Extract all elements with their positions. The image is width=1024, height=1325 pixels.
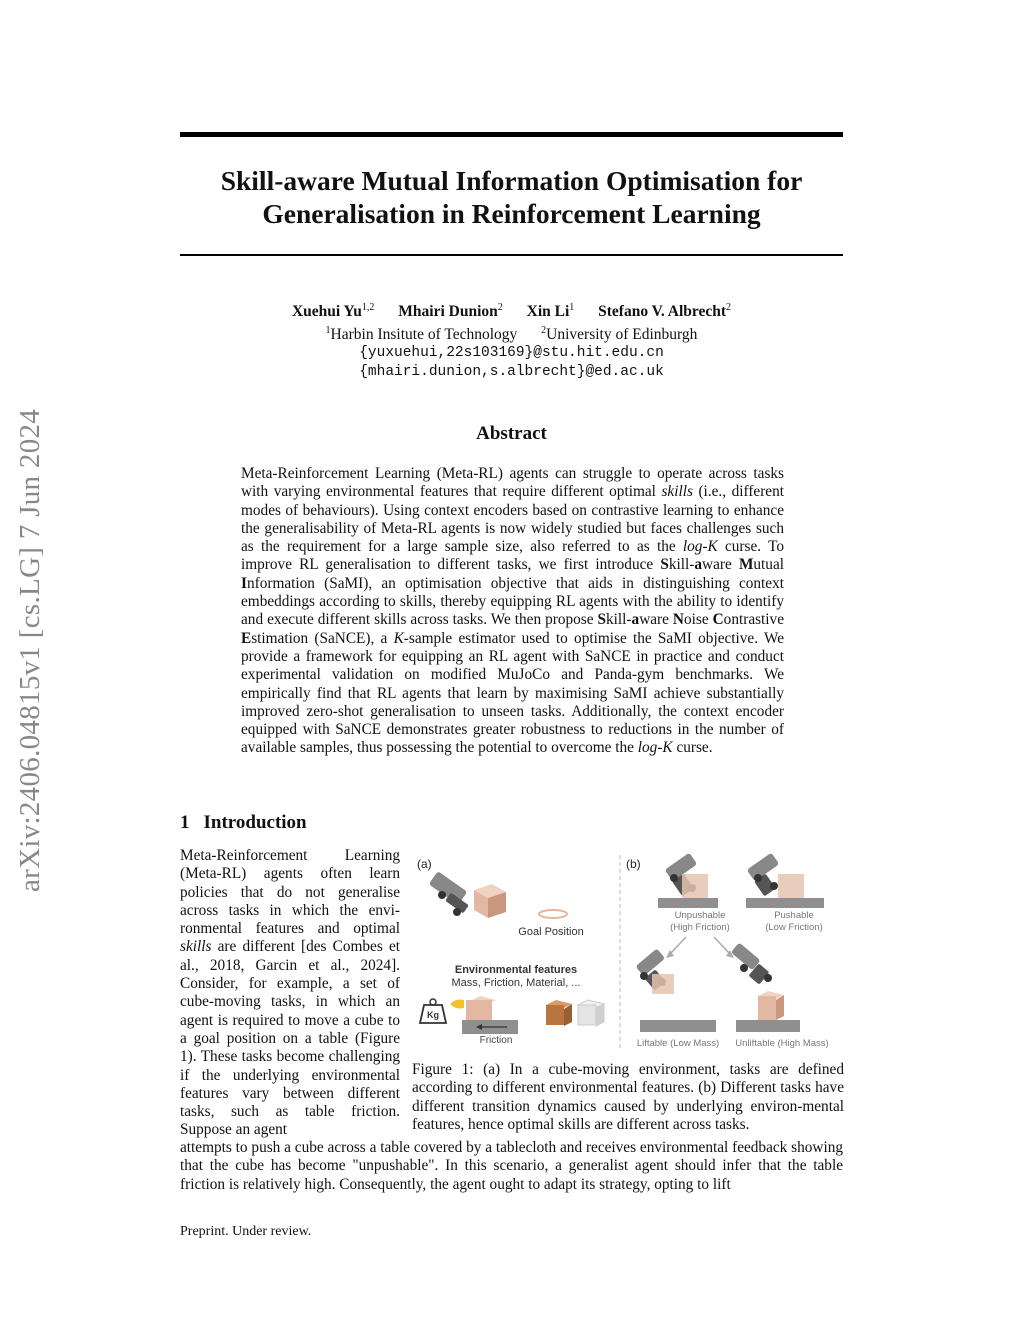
- push-hand-icon: [450, 1000, 464, 1009]
- title-bottom-rule: [180, 254, 843, 256]
- friction-label: Friction: [479, 1035, 513, 1046]
- email-1: {yuxuehui,22s103169}@stu.hit.edu.cn: [359, 345, 664, 362]
- intro-column-text: Meta-Reinforcement Learning (Meta-RL) agents often learn policies that do not generalise across tasks in which the envi-ronmental features and optimal skills are different [des Combes et al., 2018, Garcin et al., 2024]. Consider, for example, a set of cube-moving tasks, in which an agent is required to move a cube to a goal position on a table (Figure 1). These tasks become challenging if the underlying environmental features vary between different tasks, such as table friction. Suppose an agent: [180, 847, 400, 1139]
- author-2: Mhairi Dunion$^2$: [398, 302, 503, 321]
- marble-cube-icon: [578, 1000, 604, 1026]
- author-3: Xin Li$^1$: [526, 302, 575, 321]
- intro-full-width-text: attempts to push a cube across a table covered by a tablecloth and receives environmental feedback showing that the cube has become "unpushable". In this scenario, a generalist agent should infer that the table friction is relatively high. Consequently, the agent ought to adapt its strategy, opting to lift: [180, 1139, 843, 1193]
- title-top-rule: [180, 132, 843, 137]
- arrow-to-unliftable: [714, 937, 730, 954]
- goal-marker-icon: [539, 910, 567, 918]
- title-line-1: Skill-aware Mutual Information Optimisation for: [220, 165, 803, 196]
- affiliations: [180, 321, 843, 344]
- kg-label: Kg: [427, 1010, 439, 1020]
- liftable-scene-icon: [635, 948, 716, 1032]
- figure-1: [412, 850, 844, 1055]
- unliftable-scene-icon: [731, 942, 800, 1032]
- figure-panel-a-label: (a): [417, 857, 432, 871]
- author-4: Stefano V. Albrecht$^2$: [598, 302, 732, 321]
- arxiv-side-stamp: arXiv:2406.04815v1 [cs.LG] 7 Jun 2024: [14, 408, 46, 892]
- unpushable-label: Unpushable: [674, 910, 726, 921]
- goal-position-label: Goal Position: [518, 926, 584, 938]
- unpushable-sub-label: (High Friction): [670, 922, 730, 933]
- email-2: {mhairi.dunion,s.albrecht}@ed.ac.uk: [359, 364, 664, 381]
- author-block: [180, 298, 843, 382]
- unpushable-scene-icon: [658, 853, 718, 908]
- paper-title: [180, 164, 843, 230]
- section-heading-introduction: 1 Introduction: [180, 812, 307, 833]
- friction-table-icon: [462, 996, 518, 1034]
- env-features-title: Environmental features: [454, 964, 578, 976]
- unliftable-label: Unliftable (High Mass): [735, 1038, 829, 1049]
- robot-arm-icon: [429, 871, 469, 916]
- title-line-2: Generalisation in Reinforcement Learning: [262, 198, 761, 229]
- abstract-heading: Abstract: [476, 423, 547, 444]
- liftable-label: Liftable (Low Mass): [636, 1038, 720, 1049]
- arrow-to-liftable: [670, 937, 686, 954]
- figure-panel-b-label: (b): [626, 857, 641, 871]
- abstract-text: Meta-Reinforcement Learning (Meta-RL) agents can struggle to operate across tasks with varying environmental features that require different optimal skills (i.e., different modes of behaviours). Using context encoders based on contrastive learning to enhance the generalisability of Meta-RL agents is now widely studied but faces challenges such as the requirement for a large sample size, also referred to as the log-K curse. To improve RL generalisation to different tasks, we first introduce Skill-aware Mutual Information (SaMI), an optimisation objective that aids in distinguishing context embeddings according to skills, thereby equipping RL agents with the ability to identify and execute different skills across tasks. We then propose Skill-aware Noise Contrastive Estimation (SaNCE), a K-sample estimator used to optimise the SaMI objective. We provide a framework for equipping an RL agent with SaNCE in practice and conduct experimental validation on modified MuJoCo and Panda-gym benchmarks. We empirically find that RL agents that learn by maximising SaMI achieve substantially improved zero-shot generalisation to unseen tasks. Additionally, the context encoder equipped with SaNCE demonstrates greater robustness to reductions in the number of available samples, thus possessing the potential to overcome the log-K curse.: [241, 465, 785, 757]
- author-1: Xuehui Yu$^{1,2}$: [291, 302, 375, 321]
- affiliation-1: $^1$Harbin Insitute of Technology: [325, 325, 518, 344]
- author-names: [180, 298, 843, 321]
- env-features-subtitle: Mass, Friction, Material, ...: [451, 977, 581, 989]
- affiliation-2: $^2$University of Edinburgh: [541, 325, 698, 344]
- wood-cube-icon: [546, 1000, 572, 1026]
- pushable-label: Pushable: [774, 910, 814, 921]
- pushable-scene-icon: [746, 853, 824, 908]
- cube-icon: [474, 884, 506, 918]
- pushable-sub-label: (Low Friction): [765, 922, 823, 933]
- figure-1-caption: Figure 1: (a) In a cube-moving environment, tasks are defined according to different environmental features. (b) Different tasks have different transition dynamics caused by underlying environ-mental features, hence optimal skills are different across tasks.: [412, 1061, 844, 1133]
- footer-preprint-note: Preprint. Under review.: [180, 1224, 312, 1239]
